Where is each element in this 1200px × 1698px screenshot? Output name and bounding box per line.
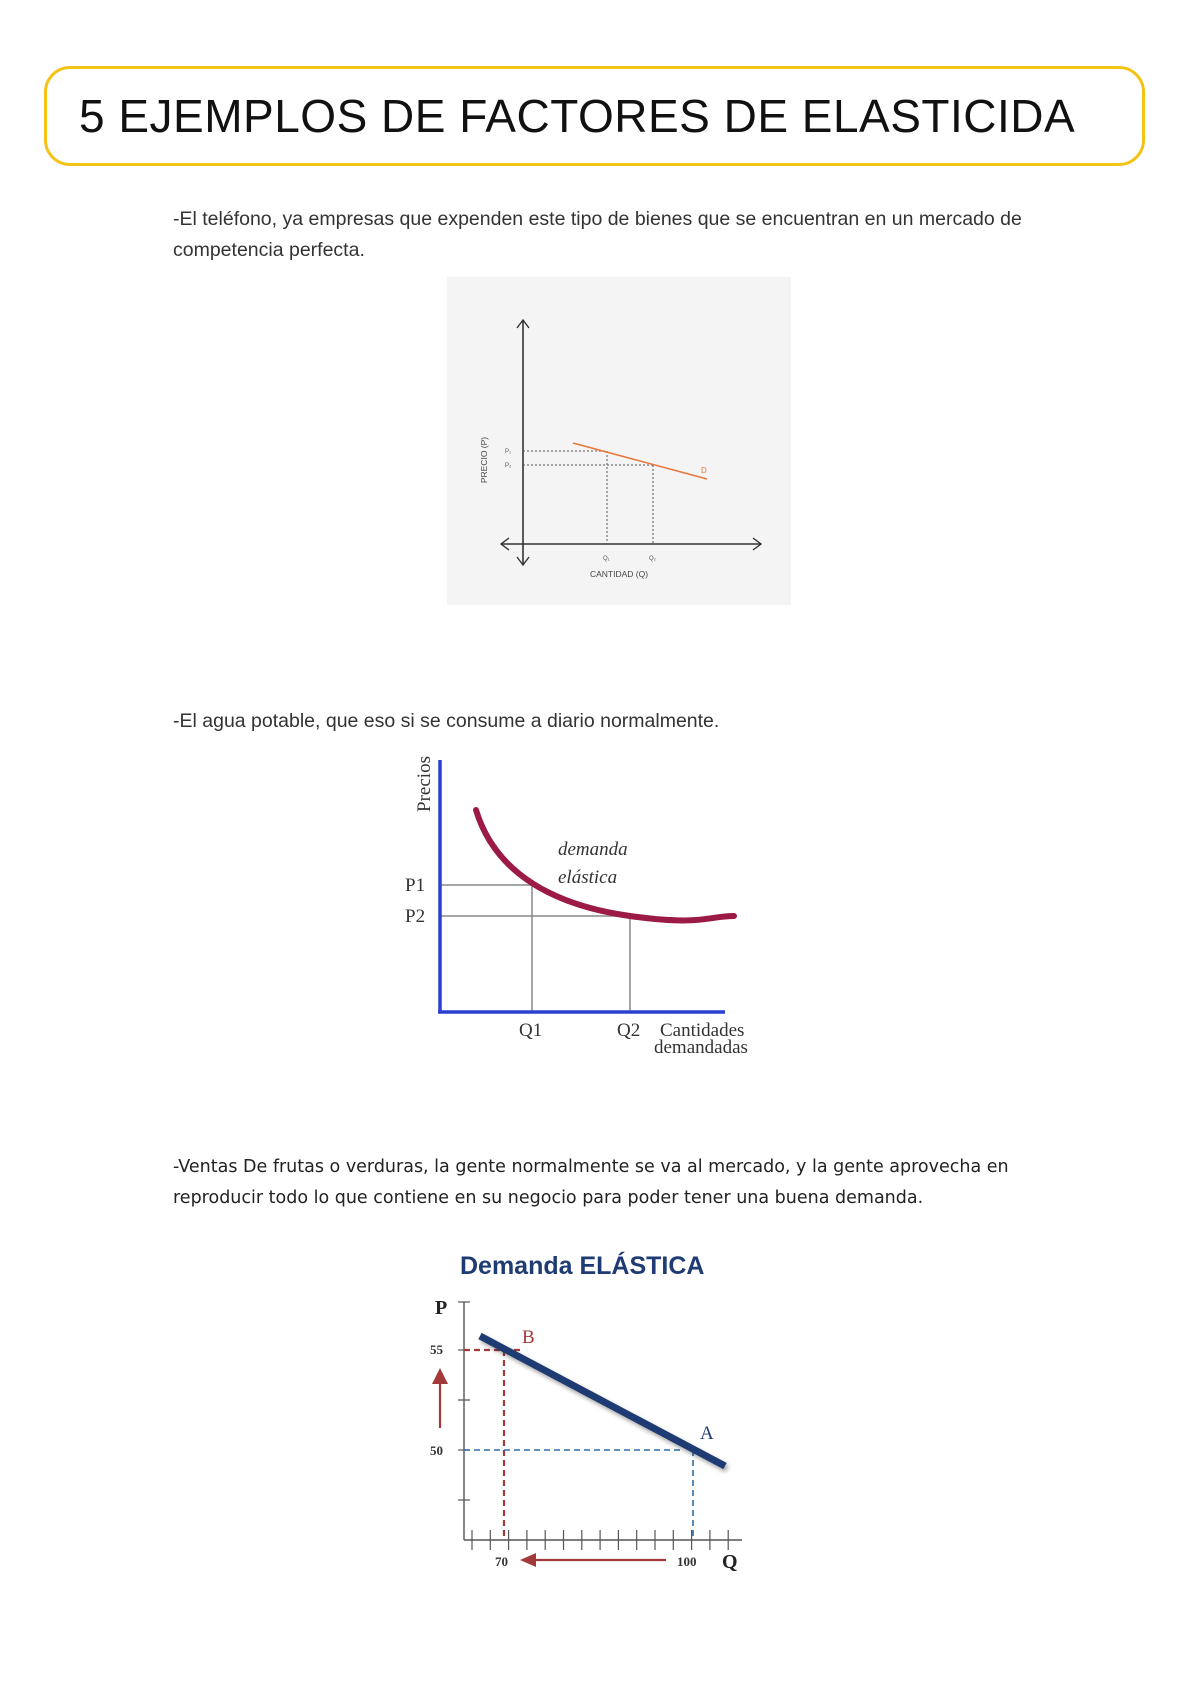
x-tick-70: 70 xyxy=(495,1554,508,1569)
q1-label: Q₁ xyxy=(603,556,610,562)
x-axis-label-line2: demandadas xyxy=(654,1037,748,1058)
chart-frutas xyxy=(420,1238,760,1578)
y-tick-50: 50 xyxy=(430,1443,443,1458)
q2-label: Q₂ xyxy=(649,556,656,562)
y-axis-label: PRECIO (P) xyxy=(479,436,489,484)
figure-agua xyxy=(378,746,798,1066)
p2-label: P₂ xyxy=(505,463,512,469)
quantity-left-arrow xyxy=(520,1553,666,1567)
demand-line xyxy=(573,443,707,479)
figure-telefono xyxy=(447,277,791,605)
y-tick-55: 55 xyxy=(430,1342,443,1357)
paragraph-telefono-rest: , ya empresas que expenden este tipo de bienes que se encuentran en un mercado de competencia perfecta. xyxy=(173,208,1022,261)
x-tick-100: 100 xyxy=(677,1554,697,1569)
demand-curve xyxy=(476,810,734,920)
y-axis-label: Precios xyxy=(414,756,435,812)
point-a-label: A xyxy=(700,1423,714,1444)
chart-title: Demanda ELÁSTICA xyxy=(460,1252,705,1280)
demand-line xyxy=(480,1336,725,1466)
x-axis-label: Q xyxy=(722,1551,738,1573)
paragraph-telefono xyxy=(173,204,1043,266)
point-b-label: B xyxy=(522,1327,535,1348)
x-axis-label: CANTIDAD (Q) xyxy=(589,569,649,579)
figure-frutas xyxy=(420,1238,760,1578)
price-up-arrow xyxy=(432,1368,448,1428)
title-box xyxy=(44,66,1145,166)
p1-label: P₁ xyxy=(505,449,512,455)
demand-label-line2: elástica xyxy=(558,867,618,888)
page-title: 5 EJEMPLOS DE FACTORES DE ELASTICIDA xyxy=(79,90,1076,142)
q2-label: Q2 xyxy=(617,1020,641,1041)
paragraph-agua: -El agua potable, que eso si se consume a diario normalmente. xyxy=(173,710,720,732)
paragraph-telefono-prefix: -El teléfono xyxy=(173,208,272,230)
y-axis-label: P xyxy=(435,1297,448,1319)
demand-label: D xyxy=(701,466,707,475)
p1-label: P1 xyxy=(405,875,426,896)
paragraph-frutas: -Ventas De frutas o verduras, la gente normalmente se va al mercado, y la gente aprovecha en reproducir todo lo que contiene en su negocio para poder tener una buena demanda. xyxy=(173,1157,1009,1208)
demand-label-line1: demanda xyxy=(558,839,628,860)
chart-agua xyxy=(378,746,798,1066)
x-axis-label-line1: Cantidades xyxy=(660,1020,745,1041)
p2-label: P2 xyxy=(405,906,426,927)
q1-label: Q1 xyxy=(519,1020,543,1041)
chart-telefono xyxy=(447,277,791,605)
